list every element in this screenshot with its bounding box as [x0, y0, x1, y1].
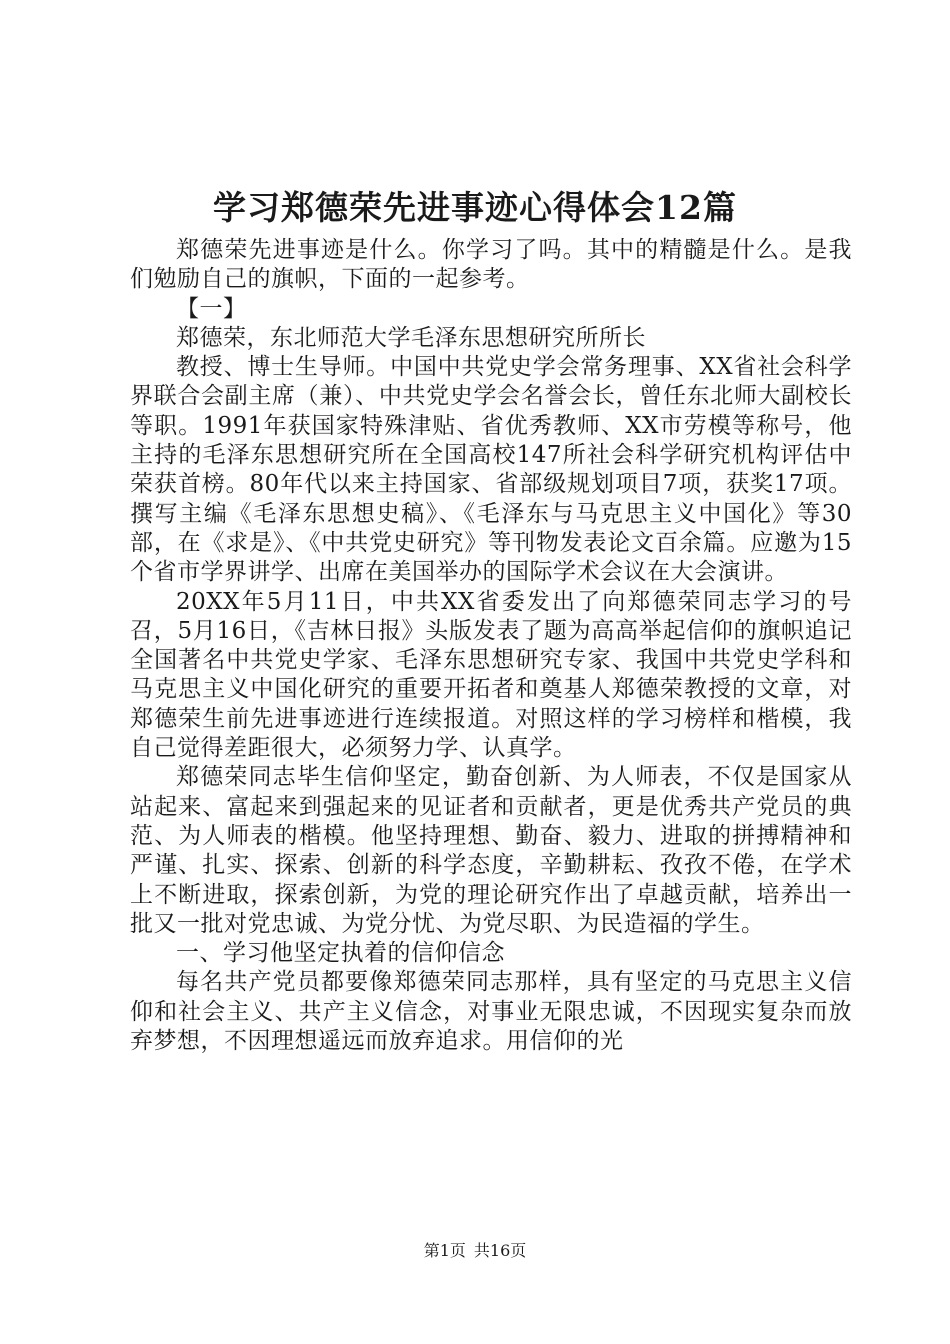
subheading-belief: 一、学习他坚定执着的信仰信念: [176, 940, 505, 967]
page-total: 共16页: [473, 1241, 527, 1260]
paragraph-biography: 教授、博士生导师。中国中共党史学会常务理事、XX省社会科学界联合会副主席（兼）、中共党史学会名誉会长，曾任东北师大副校长等职。1991年获国家特殊津贴、省优秀教师、XX市劳模等称号，他主持的毛泽东思想研究所在全国高校147所社会科学研究机构评估中荣获首榜。80年代以来主持国家、省部级规划项目7项，获奖17项。撰写主编《毛泽东思想史稿》、《毛泽东与马克思主义中国化》等30部，在《求是》、《中共党史研究》等刊物发表论文百余篇。应邀为15个省市学界讲学、出席在美国举办的国际学术会议在大会演讲。: [130, 354, 852, 586]
page-number: 第1页: [423, 1241, 466, 1260]
document-body: [130, 236, 852, 1056]
paragraph-virtues: 郑德荣同志毕生信仰坚定，勤奋创新、为人师表，不仅是国家从站起来、富起来到强起来的见证者和贡献者，更是优秀共产党员的典范、为人师表的楷模。他坚持理想、勤奋、毅力、进取的拼搏精神和严谨、扎实、探索、创新的科学态度，辛勤耕耘、孜孜不倦，在学术上不断进取，探索创新，为党的理论研究作出了卓越贡献，培养出一批又一批对党忠诚、为党分忧、为党尽职、为民造福的学生。: [130, 764, 852, 937]
section-heading-one: 【一】: [176, 295, 247, 322]
document-title: 学习郑德荣先进事迹心得体会12篇: [213, 188, 737, 227]
paragraph-belief: 每名共产党员都要像郑德荣同志那样，具有坚定的马克思主义信仰和社会主义、共产主义信念，对事业无限忠诚，不因现实复杂而放弃梦想，不因理想遥远而放弃追求。用信仰的光: [130, 969, 852, 1055]
paragraph-news: 20XX年5月11日，中共XX省委发出了向郑德荣同志学习的号召，5月16日，《吉林日报》头版发表了题为高高举起信仰的旗帜追记全国著名中共党史学家、毛泽东思想研究专家、我国中共党史学科和马克思主义中国化研究的重要开拓者和奠基人郑德荣教授的文章，对郑德荣生前先进事迹进行连续报道。对照这样的学习榜样和楷模，我自己觉得差距很大，必须努力学、认真学。: [130, 588, 852, 762]
paragraph-name-title: 郑德荣，东北师范大学毛泽东思想研究所所长: [176, 324, 646, 351]
paragraph-intro: 郑德荣先进事迹是什么。你学习了吗。其中的精髓是什么。是我们勉励自己的旗帜，下面的一起参考。: [130, 237, 852, 293]
page-footer: [0, 1240, 950, 1262]
